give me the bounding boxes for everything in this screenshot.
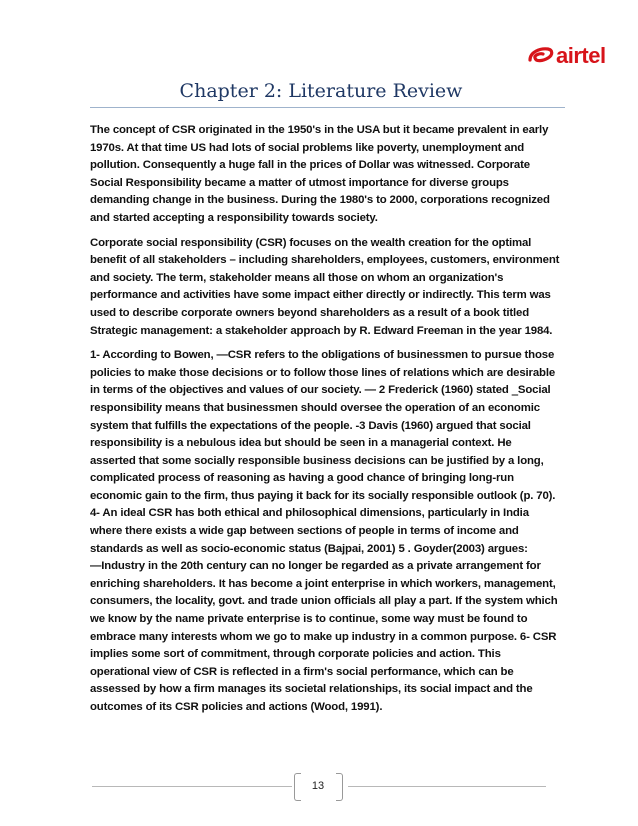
- airtel-logo-text: airtel: [556, 43, 606, 68]
- paragraph-csr-origin: The concept of CSR originated in the 1950's in the USA but it became prevalent in early 1970s. At that time US had lots of social problems like poverty, unemployment and pollution. Consequently a huge fall in the prices of Dollar was witnessed. Corporate Social Responsibility became a matter of utmost importance for diverse groups demanding change in the business. During the 1980's to 2000, corporations recognized and started accepting a responsibility towards society.: [90, 124, 550, 224]
- document-body: [90, 122, 560, 724]
- paragraph-literature-citations: 1- According to Bowen, ―CSR refers to the obligations of businessmen to pursue those policies to make those decisions or to follow those lines of relations which are desirable in terms of the objectives and values of our society. ― 2 Frederick (1960) stated ‗Social responsibility means that businessmen should oversee the operation of an economic system that fulfills the expectations of the people. -3 Davis (1960) argued that social responsibility is a nebulous idea but should be seen in a managerial context. He asserted that some socially responsible business decisions can be justified by a long, complicated process of reasoning as having a good chance of bringing long-run economic gain to the firm, thus paying it back for its socially responsible outlook (p. 70). 4- An ideal CSR has both ethical and philosophical dimensions, particularly in India where there exists a wide gap between sections of people in terms of income and standards as well as socio-economic status (Bajpai, 2001) 5 . Goyder(2003) argues: ―Industry in the 20th century can no longer be regarded as a private arrangement for enriching shareholders. It has become a joint enterprise in which workers, management, consumers, the locality, govt. and trade union officials all play a part. If the system which we know by the name private enterprise is to continue, some way must be found to embrace many interests whom we go to make up industry in a common purpose. 6- CSR implies some sort of commitment, through corporate policies and action. This operational view of CSR is reflected in a firm's social performance, which can be assessed by how a firm manages its societal relationships, its social impact and the outcomes of its CSR policies and actions (Wood, 1991).: [90, 349, 558, 713]
- page-title: Chapter 2: Literature Review: [179, 80, 463, 102]
- footer-rule-left: [92, 786, 292, 787]
- title-underline: [90, 107, 565, 108]
- page-footer: [0, 772, 638, 802]
- page-number: 13: [311, 780, 325, 792]
- airtel-swoosh-icon: [526, 45, 554, 67]
- paragraph-csr-definition: Corporate social responsibility (CSR) focuses on the wealth creation for the optimal benefit of all stakeholders – including shareholders, employees, customers, environment and society. The term, stakeholder means all those on whom an organization's performance and activities have some impact either directly or indirectly. This term was used to describe corporate owners beyond shareholders as a result of a book titled Strategic management: a stakeholder approach by R. Edward Freeman in the year 1984.: [90, 236, 560, 337]
- airtel-logo: [526, 44, 622, 68]
- footer-rule-right: [348, 786, 546, 787]
- page-number-bracket-right: [336, 773, 343, 801]
